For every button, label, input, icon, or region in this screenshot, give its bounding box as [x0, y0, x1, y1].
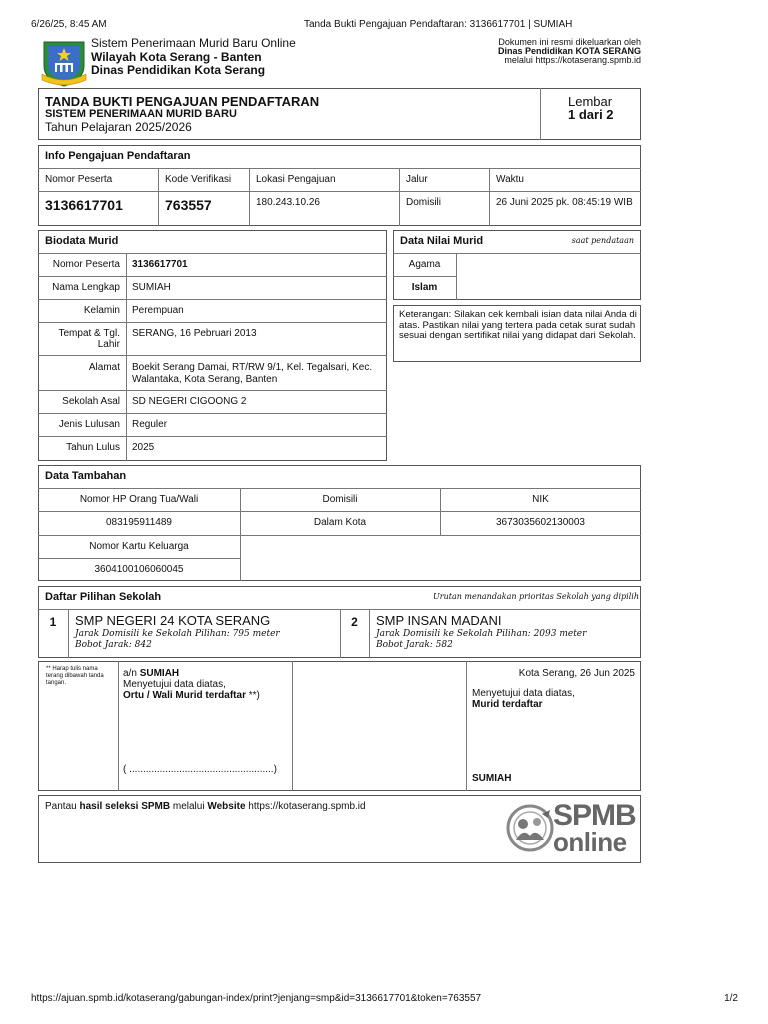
biodata-label: Kelamin — [83, 305, 120, 316]
biodata-value: Reguler — [132, 419, 168, 430]
pilihan-jarak: Jarak Domisili ke Sekolah Pilihan: 795 meter — [75, 629, 280, 639]
tambahan-header-hp: Nomor HP Orang Tua/Wali — [79, 494, 199, 505]
info-header-nomor: Nomor Peserta — [45, 174, 113, 185]
spmb-logo-icon — [506, 800, 554, 856]
place-date: Kota Serang, 26 Jun 2025 — [518, 668, 635, 679]
doc-title: TANDA BUKTI PENGAJUAN PENDAFTARAN — [45, 94, 320, 109]
spmb-logo-text: SPMB — [553, 799, 636, 832]
doc-issuer-note-1: Dokumen ini resmi dikeluarkan oleh — [498, 37, 641, 47]
print-url: https://ajuan.spmb.id/kotaserang/gabungan-index/print?jenjang=smp&id=3136617701&token=763557 — [31, 993, 482, 1004]
parent-agree-text: Menyetujui data diatas, — [123, 679, 226, 690]
parent-signature-line: ( ....................................................) — [123, 764, 277, 775]
sheet-value: 1 dari 2 — [568, 107, 614, 122]
tambahan-heading: Data Tambahan — [45, 470, 127, 482]
nilai-note: saat pendataan — [571, 236, 634, 245]
tambahan-kk-value: 3604100106060045 — [94, 564, 184, 575]
doc-subtitle: SISTEM PENERIMAAN MURID BARU — [45, 108, 237, 120]
info-heading: Info Pengajuan Pendaftaran — [45, 150, 191, 162]
info-waktu-value: 26 Juni 2025 pk. 08:45:19 WIB — [496, 197, 633, 208]
info-header-waktu: Waktu — [496, 174, 524, 185]
kota-serang-crest-icon — [40, 36, 88, 88]
pilihan-jarak: Jarak Domisili ke Sekolah Pilihan: 2093 meter — [376, 629, 587, 639]
doc-issuer-note-3: melalui https://kotaserang.spmb.id — [504, 55, 641, 65]
spmb-logo-online: online — [553, 827, 627, 857]
monitor-text: Pantau hasil seleksi SPMB melalui Website https://kotaserang.spmb.id — [45, 801, 366, 812]
biodata-label: Tempat & Tgl. Lahir — [58, 328, 120, 350]
info-header-kode: Kode Verifikasi — [165, 174, 232, 185]
student-name: SUMIAH — [472, 773, 512, 784]
biodata-value: Perempuan — [132, 305, 184, 316]
biodata-label: Nomor Peserta — [52, 259, 120, 270]
info-nomor-value: 3136617701 — [45, 197, 123, 213]
tambahan-hp-value: 083195911489 — [106, 517, 172, 528]
biodata-value: SERANG, 16 Pebruari 2013 — [132, 328, 257, 339]
doc-issuer-note-2: Dinas Pendidikan KOTA SERANG — [497, 46, 641, 56]
pilihan-heading: Daftar Pilihan Sekolah — [45, 591, 162, 603]
print-title: Tanda Bukti Pengajuan Pendaftaran: 3136617701 | SUMIAH — [304, 19, 573, 30]
biodata-value: 3136617701 — [132, 259, 188, 270]
org-line-2: Wilayah Kota Serang - Banten — [91, 50, 262, 64]
biodata-label: Jenis Lulusan — [58, 419, 120, 430]
tambahan-header-nik: NIK — [532, 494, 549, 505]
parent-an: a/n SUMIAH — [123, 668, 180, 679]
biodata-value: SD NEGERI CIGOONG 2 — [132, 396, 247, 407]
print-page-number: 1/2 — [724, 993, 738, 1004]
signature-note: ** Harap tulis nama terang dibawah tanda tangan. — [46, 666, 104, 686]
info-jalur-value: Domisili — [406, 197, 441, 208]
doc-year: Tahun Pelajaran 2025/2026 — [45, 120, 192, 134]
tambahan-header-domisili: Domisili — [322, 494, 358, 505]
pilihan-bobot: Bobot Jarak: 582 — [376, 640, 453, 650]
biodata-value: 2025 — [132, 442, 155, 453]
biodata-label: Sekolah Asal — [62, 396, 120, 407]
info-lokasi-value: 180.243.10.26 — [256, 197, 320, 208]
parent-role: Ortu / Wali Murid terdaftar **) — [123, 690, 260, 701]
biodata-heading: Biodata Murid — [45, 235, 119, 247]
pilihan-school: SMP INSAN MADANI — [376, 613, 502, 628]
biodata-value: SUMIAH — [132, 282, 171, 293]
student-agree-text: Menyetujui data diatas, — [472, 688, 575, 699]
info-header-jalur: Jalur — [406, 174, 428, 185]
pilihan-no: 1 — [49, 615, 57, 629]
info-kode-value: 763557 — [165, 197, 212, 213]
student-role: Murid terdaftar — [472, 699, 543, 710]
keterangan-text: Keterangan: Silakan cek kembali isian data nilai Anda di atas. Pastikan nilai yang tertera pada cetak surat sudah sesuai dengan sertifikat nilai yang didapat dari Sekolah. — [399, 309, 637, 341]
print-datetime: 6/26/25, 8:45 AM — [31, 19, 107, 30]
agama-label: Agama — [408, 259, 441, 270]
pilihan-note: Urutan menandakan prioritas Sekolah yang dipilih — [433, 592, 639, 601]
org-line-3: Dinas Pendidikan Kota Serang — [91, 63, 266, 77]
pilihan-bobot: Bobot Jarak: 842 — [75, 640, 152, 650]
tambahan-kk-label: Nomor Kartu Keluarga — [89, 541, 189, 552]
nilai-heading: Data Nilai Murid — [400, 235, 484, 247]
biodata-value: Boekit Serang Damai, RT/RW 9/1, Kel. Tegalsari, Kec. Walantaka, Kota Serang, Banten — [132, 362, 373, 385]
sheet-label: Lembar — [568, 94, 613, 109]
biodata-label: Nama Lengkap — [52, 282, 120, 293]
org-line-1: Sistem Penerimaan Murid Baru Online — [91, 36, 296, 50]
tambahan-nik-value: 3673035602130003 — [496, 517, 585, 528]
info-header-lokasi: Lokasi Pengajuan — [256, 174, 336, 185]
pilihan-school: SMP NEGERI 24 KOTA SERANG — [75, 613, 271, 628]
biodata-label: Alamat — [88, 362, 120, 373]
biodata-label: Tahun Lulus — [66, 442, 120, 453]
pilihan-no: 2 — [351, 615, 358, 629]
agama-value: Islam — [411, 282, 438, 293]
tambahan-domisili-value: Dalam Kota — [313, 517, 367, 528]
